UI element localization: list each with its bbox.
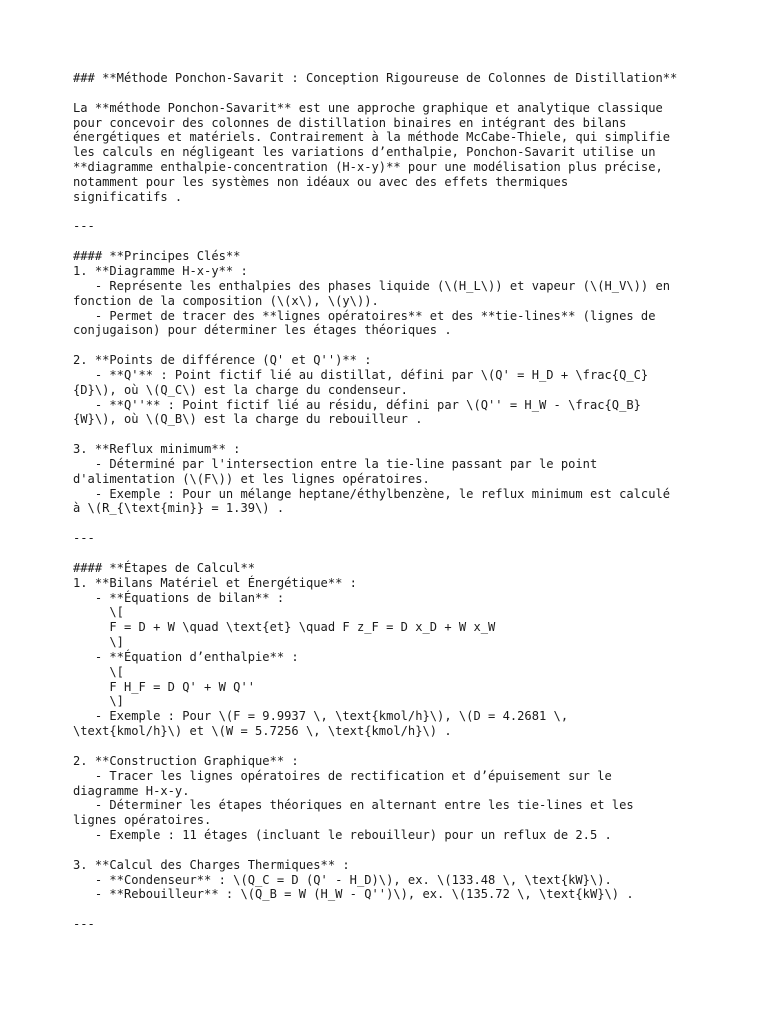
text-line: diagramme H-x-y. [73, 783, 190, 798]
text-line: #### **Étapes de Calcul** [73, 560, 256, 575]
text-line: - **Q'** : Point fictif lié au distillat, défini par \(Q' = H_D + \frac{Q_C} [73, 367, 649, 382]
text-line: #### **Principes Clés** [73, 249, 241, 264]
text-line: ### **Méthode Ponchon-Savarit : Conception Rigoureuse de Colonnes de Distillation** [73, 71, 678, 85]
blank-line [73, 338, 753, 353]
text-line: énergétiques et matériels. Contrairement à la méthode McCabe-Thiele, qui simplifie [73, 130, 671, 145]
text-line: - Déterminer les étapes théoriques en alternant entre les tie-lines et les [73, 798, 634, 813]
text-line: d'alimentation (\(F\)) et les lignes opératoires. [73, 471, 430, 486]
document-text [73, 71, 753, 932]
text-line: --- [73, 219, 95, 234]
text-line: 3. **Reflux minimum** : [73, 442, 241, 457]
text-line: **diagramme enthalpie-concentration (H-x-y)** pour une modélisation plus précise, [73, 160, 663, 175]
text-line: - **Équation d’enthalpie** : [73, 649, 299, 664]
text-line: lignes opératoires. [73, 813, 212, 828]
blank-line [73, 739, 753, 754]
text-line: - Permet de tracer des **lignes opératoires** et des **tie-lines** (lignes de [73, 308, 656, 323]
text-line: \[ [73, 605, 124, 620]
text-line: La **méthode Ponchon-Savarit** est une approche graphique et analytique classique [73, 100, 663, 115]
text-line: 1. **Bilans Matériel et Énergétique** : [73, 575, 357, 590]
text-line: 2. **Construction Graphique** : [73, 753, 299, 768]
text-line: fonction de la composition (\(x\), \(y\)). [73, 293, 379, 308]
text-line: conjugaison) pour déterminer les étages théoriques . [73, 323, 452, 338]
text-line: - **Condenseur** : \(Q_C = D (Q' - H_D)\), ex. \(133.48 \, \text{kW}\). [73, 872, 612, 887]
text-line: \] [73, 694, 124, 709]
text-line: F = D + W \quad \text{et} \quad F z_F = D x_D + W x_W [73, 620, 496, 635]
text-line: les calculs en négligeant les variations d’enthalpie, Ponchon-Savarit utilise un [73, 145, 656, 160]
blank-line [73, 427, 753, 442]
text-line: 3. **Calcul des Charges Thermiques** : [73, 857, 350, 872]
text-line: \] [73, 635, 124, 650]
text-line: - Exemple : 11 étages (incluant le rebouilleur) pour un reflux de 2.5 . [73, 828, 612, 843]
text-line: - Tracer les lignes opératoires de rectification et d’épuisement sur le [73, 768, 612, 783]
text-line: pour concevoir des colonnes de distillation binaires en intégrant des bilans [73, 115, 627, 130]
blank-line [73, 843, 753, 858]
text-line: - **Q''** : Point fictif lié au résidu, défini par \(Q'' = H_W - \frac{Q_B} [73, 397, 641, 412]
blank-line [73, 902, 753, 917]
text-line: 2. **Points de différence (Q' et Q'')** : [73, 353, 372, 368]
blank-line [73, 86, 753, 101]
text-line: - Exemple : Pour \(F = 9.9937 \, \text{kmol/h}\), \(D = 4.2681 \, [73, 709, 569, 724]
text-line: {D}\), où \(Q_C\) est la charge du condenseur. [73, 382, 408, 397]
text-line: - Représente les enthalpies des phases liquide (\(H_L\)) et vapeur (\(H_V\)) en [73, 278, 671, 293]
text-line: {W}\), où \(Q_B\) est la charge du rebouilleur . [73, 412, 423, 427]
text-line: - Déterminé par l'intersection entre la tie-line passant par le point [73, 456, 598, 471]
text-line: F H_F = D Q' + W Q'' [73, 679, 256, 694]
text-line: \text{kmol/h}\) et \(W = 5.7256 \, \text{kmol/h}\) . [73, 724, 452, 739]
blank-line [73, 516, 753, 531]
text-line: à \(R_{\text{min}} = 1.39\) . [73, 501, 285, 516]
text-line: --- [73, 917, 95, 932]
text-line: \[ [73, 664, 124, 679]
text-line: significatifs . [73, 189, 183, 204]
text-line: notamment pour les systèmes non idéaux ou avec des effets thermiques [73, 174, 569, 189]
text-line: --- [73, 531, 95, 546]
blank-line [73, 205, 753, 220]
text-line: - **Rebouilleur** : \(Q_B = W (H_W - Q'')\), ex. \(135.72 \, \text{kW}\) . [73, 887, 634, 902]
text-line: - Exemple : Pour un mélange heptane/éthylbenzène, le reflux minimum est calculé [73, 486, 671, 501]
text-line: 1. **Diagramme H-x-y** : [73, 263, 248, 278]
blank-line [73, 546, 753, 561]
blank-line [73, 234, 753, 249]
text-line: - **Équations de bilan** : [73, 590, 285, 605]
